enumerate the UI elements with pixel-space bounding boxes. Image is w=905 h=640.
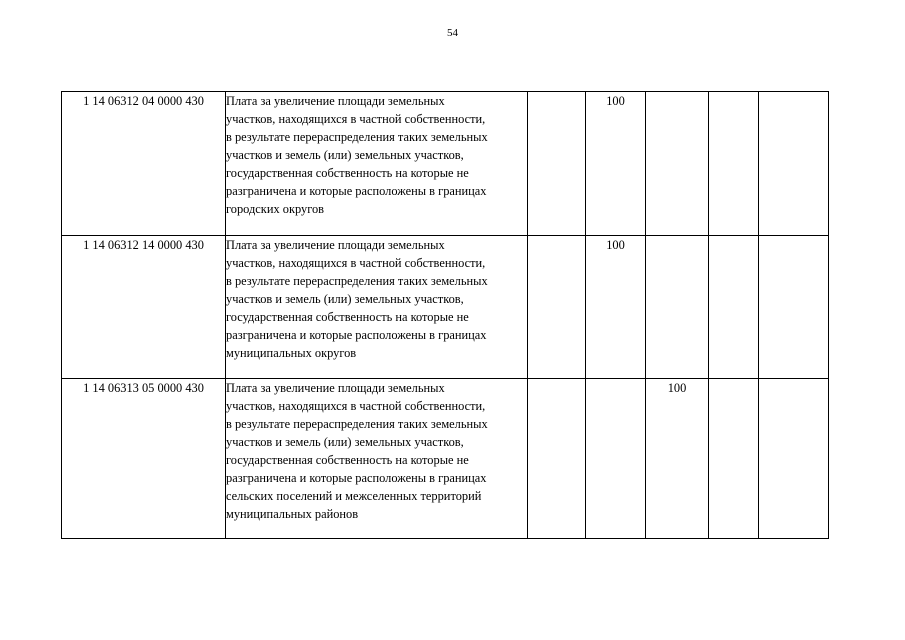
description-line: участков, находящихся в частной собственности,: [226, 256, 486, 270]
description-line: муниципальных районов: [226, 507, 359, 521]
value-cell: [709, 236, 759, 379]
description-line: участков и земель (или) земельных участков,: [226, 292, 464, 306]
table-row: [62, 379, 829, 539]
value-cell: [759, 236, 829, 379]
description-line: государственная собственность на которые не: [226, 310, 469, 324]
value-cell: 100: [586, 236, 646, 379]
description-line: сельских поселений и межселенных территорий: [226, 489, 482, 503]
description-line: Плата за увеличение площади земельных: [226, 381, 445, 395]
classification-code: 1 14 06313 05 0000 430: [62, 379, 226, 539]
description-line: в результате перераспределения таких земельных: [226, 130, 488, 144]
classification-code: 1 14 06312 04 0000 430: [62, 92, 226, 236]
value-cell: [528, 236, 586, 379]
classification-code: 1 14 06312 14 0000 430: [62, 236, 226, 379]
value-cell: [646, 236, 709, 379]
description-line: участков и земель (или) земельных участков,: [226, 435, 464, 449]
value-cell: [709, 92, 759, 236]
value-cell: 100: [586, 92, 646, 236]
table-row: [62, 236, 829, 379]
revenue-description: [226, 379, 528, 539]
revenue-description: [226, 236, 528, 379]
page-number: 54: [447, 27, 458, 39]
description-line: разграничена и которые расположены в границах: [226, 184, 487, 198]
value-cell: [709, 379, 759, 539]
table-row: [62, 92, 829, 236]
description-line: участков, находящихся в частной собственности,: [226, 112, 486, 126]
description-line: разграничена и которые расположены в границах: [226, 328, 487, 342]
value-cell: [528, 92, 586, 236]
description-line: городских округов: [226, 202, 325, 216]
revenue-description: [226, 92, 528, 236]
description-line: муниципальных округов: [226, 346, 357, 360]
description-line: государственная собственность на которые не: [226, 453, 469, 467]
description-line: участков, находящихся в частной собственности,: [226, 399, 486, 413]
value-cell: [646, 92, 709, 236]
description-line: Плата за увеличение площади земельных: [226, 94, 445, 108]
description-line: разграничена и которые расположены в границах: [226, 471, 487, 485]
description-line: Плата за увеличение площади земельных: [226, 238, 445, 252]
description-line: в результате перераспределения таких земельных: [226, 417, 488, 431]
value-cell: 100: [646, 379, 709, 539]
description-line: государственная собственность на которые не: [226, 166, 469, 180]
value-cell: [759, 379, 829, 539]
value-cell: [586, 379, 646, 539]
description-line: участков и земель (или) земельных участков,: [226, 148, 464, 162]
revenue-distribution-table: [61, 91, 829, 539]
value-cell: [528, 379, 586, 539]
description-line: в результате перераспределения таких земельных: [226, 274, 488, 288]
value-cell: [759, 92, 829, 236]
